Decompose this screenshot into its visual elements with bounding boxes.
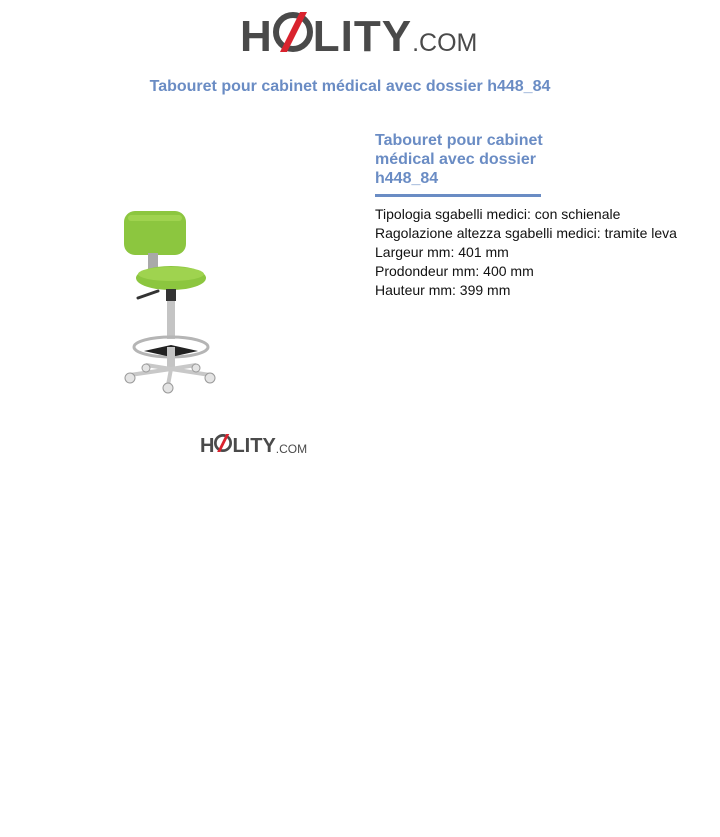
title-underline bbox=[375, 194, 541, 197]
spec-item: Largeur mm: 401 mm bbox=[375, 244, 509, 260]
logo-text-end: LITY bbox=[312, 12, 413, 61]
product-title bbox=[375, 131, 545, 188]
product-title-line: médical avec dossier bbox=[375, 151, 536, 168]
logo-suffix: .COM bbox=[275, 441, 308, 456]
product-specs bbox=[375, 205, 677, 300]
logo-suffix: .COM bbox=[412, 28, 478, 57]
spec-item: Hauteur mm: 399 mm bbox=[375, 282, 511, 298]
logo-text-end: LITY bbox=[232, 434, 276, 457]
spec-item: Ragolazione altezza sgabelli medici: tramite leva bbox=[375, 225, 677, 241]
page-title: Tabouret pour cabinet médical avec dossier h448_84 bbox=[149, 78, 551, 95]
product-title-line: h448_84 bbox=[375, 170, 439, 187]
logo-text-start: H bbox=[200, 434, 215, 457]
logo-text-start: H bbox=[240, 12, 273, 61]
spec-item: Tipologia sgabelli medici: con schienale bbox=[375, 206, 621, 222]
product-title-line: Tabouret pour cabinet bbox=[375, 132, 543, 149]
image-watermark-logo bbox=[200, 434, 307, 458]
spec-item: Prodondeur mm: 400 mm bbox=[375, 263, 534, 279]
logo-o-icon bbox=[273, 10, 313, 65]
product-image bbox=[110, 205, 230, 400]
site-logo[interactable] bbox=[240, 12, 477, 62]
logo-o-icon bbox=[214, 433, 232, 459]
